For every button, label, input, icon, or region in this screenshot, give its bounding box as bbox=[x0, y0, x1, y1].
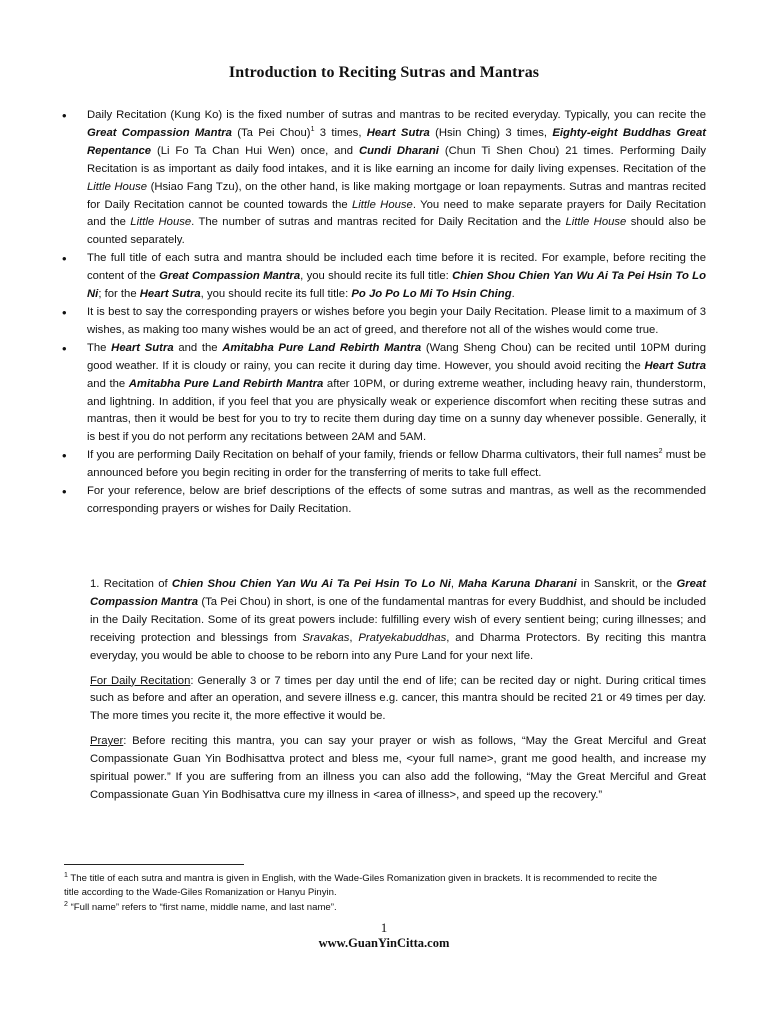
text-run: 1. Recitation of bbox=[90, 578, 172, 590]
text-run: (Hsiao Fang Tzu), on the other hand, is like making mortgage or loan repayments. Sutras and mantras recited for Daily Recitation cannot be counted towards the bbox=[87, 180, 707, 211]
footnote-marker: 1 bbox=[64, 871, 68, 879]
bullet-item bbox=[60, 340, 706, 447]
page-number: 1 bbox=[380, 920, 388, 935]
text-run: . bbox=[511, 288, 515, 301]
text-run: Pratyekabuddhas bbox=[358, 631, 447, 644]
text-run: . The number of sutras and mantras recited for Daily Recitation and the bbox=[191, 216, 566, 229]
text-run: , you should recite its full title: bbox=[300, 270, 453, 283]
text-run: Little House bbox=[87, 180, 148, 193]
text-run: (Hsin Ching) 3 times, bbox=[429, 126, 553, 139]
bullet-item bbox=[60, 250, 706, 304]
text-run: in Sanskrit, or the bbox=[576, 578, 677, 590]
text-run: Chien Shou Chien Yan Wu Ai Ta Pei Hsin To Lo Ni bbox=[171, 578, 451, 590]
text-run: , bbox=[349, 631, 359, 644]
text-run: Little House bbox=[565, 216, 627, 229]
footnote-1 bbox=[64, 872, 664, 901]
text-run: It is best to say the corresponding prayers or wishes before you begin your Daily Recitation. Please limit to a maximum of 3 wishes, as making too many wishes would be an act of greed, and therefore not all of the wishes would come true. bbox=[87, 305, 706, 336]
footnote-divider bbox=[64, 864, 244, 865]
page-title: Introduction to Reciting Sutras and Mantras bbox=[228, 64, 540, 81]
bullet-item bbox=[60, 304, 706, 340]
text-run: (Chun Ti Shen Chou) 21 times. Performing Daily Recitation is as important as daily food intakes, and it is like earning an income for daily living expenses. Recitation of the bbox=[87, 144, 706, 175]
text-run: Heart Sutra bbox=[366, 126, 430, 139]
text-run: If you are performing Daily Recitation on behalf of your family, friends or fellow Dharma cultivators, their full names bbox=[87, 449, 659, 462]
text-run: Great Compassion Mantra bbox=[90, 578, 706, 608]
text-run: The full title of each sutra and mantra should be included each time before it is recited. For example, before reciting the content of the bbox=[87, 252, 706, 283]
text-run: The bbox=[87, 341, 112, 354]
text-run: Maha Karuna Dharani bbox=[458, 578, 577, 590]
text-run: Amitabha Pure Land Rebirth Mantra bbox=[128, 377, 324, 390]
text-run: ; for the bbox=[98, 288, 140, 301]
bullet-list bbox=[60, 107, 706, 519]
text-run: Great Compassion Mantra bbox=[87, 126, 232, 139]
text-run: Great Compassion Mantra bbox=[159, 270, 301, 283]
text-run: . You need to make separate prayers for Daily Recitation and the bbox=[87, 198, 706, 229]
text-run: : Before reciting this mantra, you can say your prayer or wish as follows, “May the Great Merciful and Great Compassionate Guan Yin Bodhisattva protect and bless me, <your full name>, grant me good health, and increase my spiritual power.” If you are suffering from an illness you can also add the following, “May the Great Merciful and Great Compassionate Guan Yin Bodhisattva cure my illness in <area of illness>, and speed up the recovery.” bbox=[90, 735, 706, 801]
text-run: (Ta Pei Chou) in short, is one of the fundamental mantras for every Buddhist, and should be included in the Daily Recitation. Some of its great powers include: fulfilling every wish of every sentient being; curing illnesses; and receiving protection and blessings from bbox=[90, 595, 706, 644]
text-run: Heart Sutra bbox=[139, 288, 201, 301]
text-run: , and Dharma Protectors. By reciting this mantra everyday, you would be able to choose to be reborn into any Pure Land for your next life. bbox=[90, 631, 706, 662]
text-run: For your reference, below are brief descriptions of the effects of some sutras and mantras, as well as the recommended corresponding prayers or wishes for Daily Recitation. bbox=[87, 485, 706, 515]
footnote-marker: 1 bbox=[310, 126, 315, 134]
text-run: The title of each sutra and mantra is given in English, with the Wade-Giles Romanization given in brackets. It is recommended to recite the title according to the Wade-Giles Romanization or Hanyu Pinyin. bbox=[64, 873, 658, 899]
text-run: Heart Sutra bbox=[111, 341, 174, 354]
text-run: , you should recite its full title: bbox=[200, 288, 352, 301]
footnote-marker: 2 bbox=[658, 448, 663, 456]
text-run: Amitabha Pure Land Rebirth Mantra bbox=[222, 341, 422, 354]
footnotes bbox=[64, 872, 664, 915]
text-run: Little House bbox=[130, 216, 192, 229]
text-run: Little House bbox=[351, 198, 413, 211]
footnote-2 bbox=[64, 901, 664, 915]
text-run: , bbox=[450, 578, 459, 590]
text-run: Prayer bbox=[90, 735, 124, 748]
text-run: (Wang Sheng Chou) can be recited until 10PM during good weather. If it is cloudy or rainy, you can recite it during day time. However, you should avoid reciting the bbox=[87, 341, 707, 372]
text-run: should also be counted separately. bbox=[87, 216, 706, 247]
section-intro-paragraph bbox=[90, 576, 706, 666]
text-run: Heart Sutra bbox=[644, 359, 706, 372]
text-run: Eighty-eight Buddhas Great Repentance bbox=[87, 126, 706, 157]
prayer-paragraph bbox=[90, 733, 706, 805]
bullet-item bbox=[60, 447, 706, 483]
text-run: 3 times, bbox=[314, 126, 367, 139]
text-run: (Ta Pei Chou) bbox=[231, 126, 311, 139]
website-link[interactable]: www.GuanYinCitta.com bbox=[318, 936, 450, 950]
text-run: Cundi Dharani bbox=[358, 144, 439, 157]
text-run: (Li Fo Ta Chan Hui Wen) once, and bbox=[151, 144, 359, 157]
text-run: and the bbox=[173, 341, 223, 354]
text-run: after 10PM, or during extreme weather, including heavy rain, thunderstorm, and lightning. In addition, if you feel that you are physically weak or experience discomfort when reciting these sutras and mantras, then it would be best for you to try to recite them during day time on a sunny day whenever possible. Generally, it is best if you do not perform any recitations between 2AM and 5AM. bbox=[87, 377, 706, 444]
text-run: Daily Recitation (Kung Ko) is the fixed number of sutras and mantras to be recited everyday. Typically, you can recite the bbox=[87, 109, 706, 121]
daily-recitation-paragraph bbox=[90, 673, 706, 727]
text-run: must be announced before you begin reciting in order for the transferring of merits to take full effect. bbox=[87, 449, 706, 480]
text-run: : Generally 3 or 7 times per day until the end of life; can be recited day or night. During critical times such as before and after an operation, and severe illness e.g. cancer, this mantra should be recited 21 or 49 times per day. The more times you recite it, the more effective it would be. bbox=[90, 674, 706, 723]
text-run: and the bbox=[87, 377, 129, 390]
great-compassion-mantra-section bbox=[90, 576, 706, 812]
text-run: “Full name” refers to “first name, middle name, and last name”. bbox=[67, 901, 337, 913]
bullet-item bbox=[60, 107, 706, 250]
footnote-marker: 2 bbox=[64, 900, 68, 908]
text-run: Po Jo Po Lo Mi To Hsin Ching bbox=[351, 288, 512, 301]
text-run: Chien Shou Chien Yan Wu Ai Ta Pei Hsin To Lo Ni bbox=[87, 270, 706, 301]
bullet-item bbox=[60, 483, 706, 519]
text-run: Sravakas bbox=[302, 631, 350, 644]
text-run: For Daily Recitation bbox=[90, 674, 191, 687]
